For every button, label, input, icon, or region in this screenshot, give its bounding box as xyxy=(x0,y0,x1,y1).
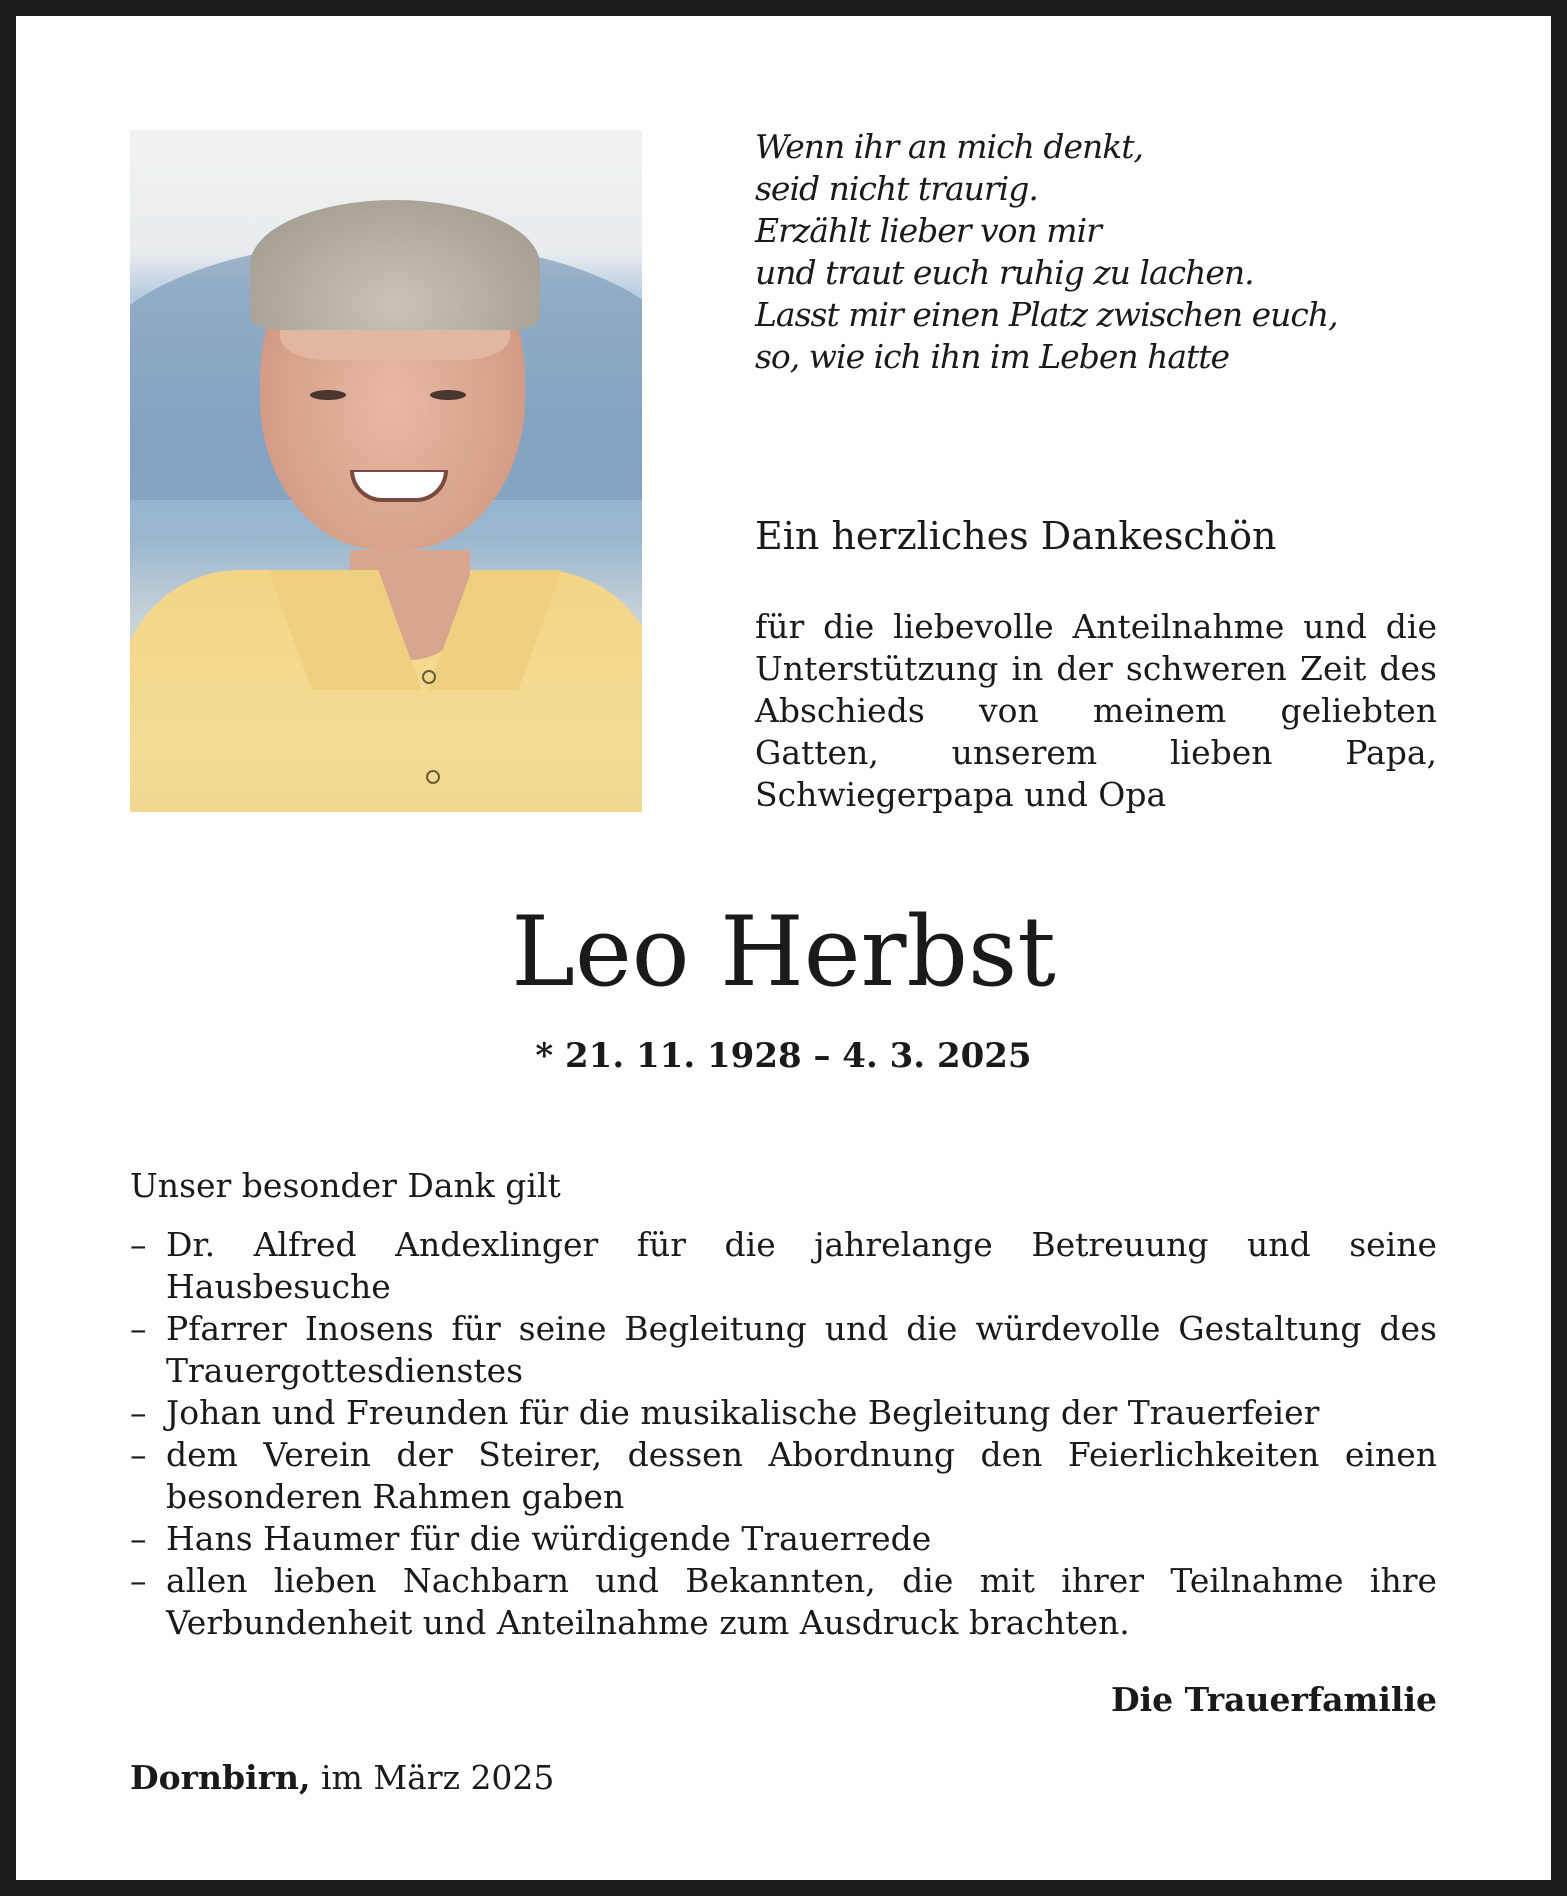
list-item-text: allen lieben Nachbarn und Bekannten, die mit ihrer Teilnahme ihre Verbundenheit und Anteilnahme zum Ausdruck brachten. xyxy=(166,1561,1437,1642)
list-item xyxy=(130,1518,1437,1560)
list-item-text: dem Verein der Steirer, dessen Abordnung den Feierlichkeiten einen besonderen Rahmen gaben xyxy=(166,1435,1437,1516)
deceased-name: Leo Herbst xyxy=(511,896,1056,1008)
city: Dornbirn, xyxy=(130,1758,311,1797)
dash: – xyxy=(130,1309,147,1348)
place-date xyxy=(130,1758,554,1797)
poem-line: Erzählt lieber von mir xyxy=(755,211,1101,250)
list-item xyxy=(130,1560,1437,1644)
list-item xyxy=(130,1392,1437,1434)
dash: – xyxy=(130,1225,147,1264)
list-item-text: Hans Haumer für die würdigende Trauerrede xyxy=(166,1519,932,1558)
list-item-text: Pfarrer Inosens für seine Begleitung und die würdevolle Gestaltung des Trauergottesdienstes xyxy=(166,1309,1437,1390)
poem-line: so, wie ich ihn im Leben hatte xyxy=(755,337,1230,376)
gratitude-list xyxy=(130,1224,1437,1644)
thanks-body: für die liebevolle Anteilnahme und die Unterstützung in der schweren Zeit des Abschieds von meinem geliebten Gatten, unserem lieben Papa, Schwiegerpapa und Opa xyxy=(755,607,1437,814)
poem-line: seid nicht traurig. xyxy=(755,169,1038,208)
poem-line: Wenn ihr an mich denkt, xyxy=(755,127,1143,166)
dash: – xyxy=(130,1519,147,1558)
list-item xyxy=(130,1434,1437,1518)
date: im März 2025 xyxy=(310,1758,555,1797)
thanks-title: Ein herzliches Dankeschön xyxy=(755,514,1277,558)
obituary-page xyxy=(16,16,1551,1880)
list-item-text: Dr. Alfred Andexlinger für die jahrelange Betreuung und seine Hausbesuche xyxy=(166,1225,1437,1306)
poem xyxy=(755,126,1338,378)
list-item-text: Johan und Freunden für die musikalische Begleitung der Trauerfeier xyxy=(166,1393,1320,1432)
gratitude-intro: Unser besonder Dank gilt xyxy=(130,1166,561,1205)
dash: – xyxy=(130,1393,147,1432)
life-dates: * 21. 11. 1928 – 4. 3. 2025 xyxy=(535,1036,1032,1076)
dash: – xyxy=(130,1561,147,1600)
poem-line: und traut euch ruhig zu lachen. xyxy=(755,253,1254,292)
list-item xyxy=(130,1224,1437,1308)
dash: – xyxy=(130,1435,147,1474)
poem-line: Lasst mir einen Platz zwischen euch, xyxy=(755,295,1338,334)
list-item xyxy=(130,1308,1437,1392)
signature: Die Trauerfamilie xyxy=(1110,1680,1437,1719)
portrait-photo xyxy=(130,130,642,812)
